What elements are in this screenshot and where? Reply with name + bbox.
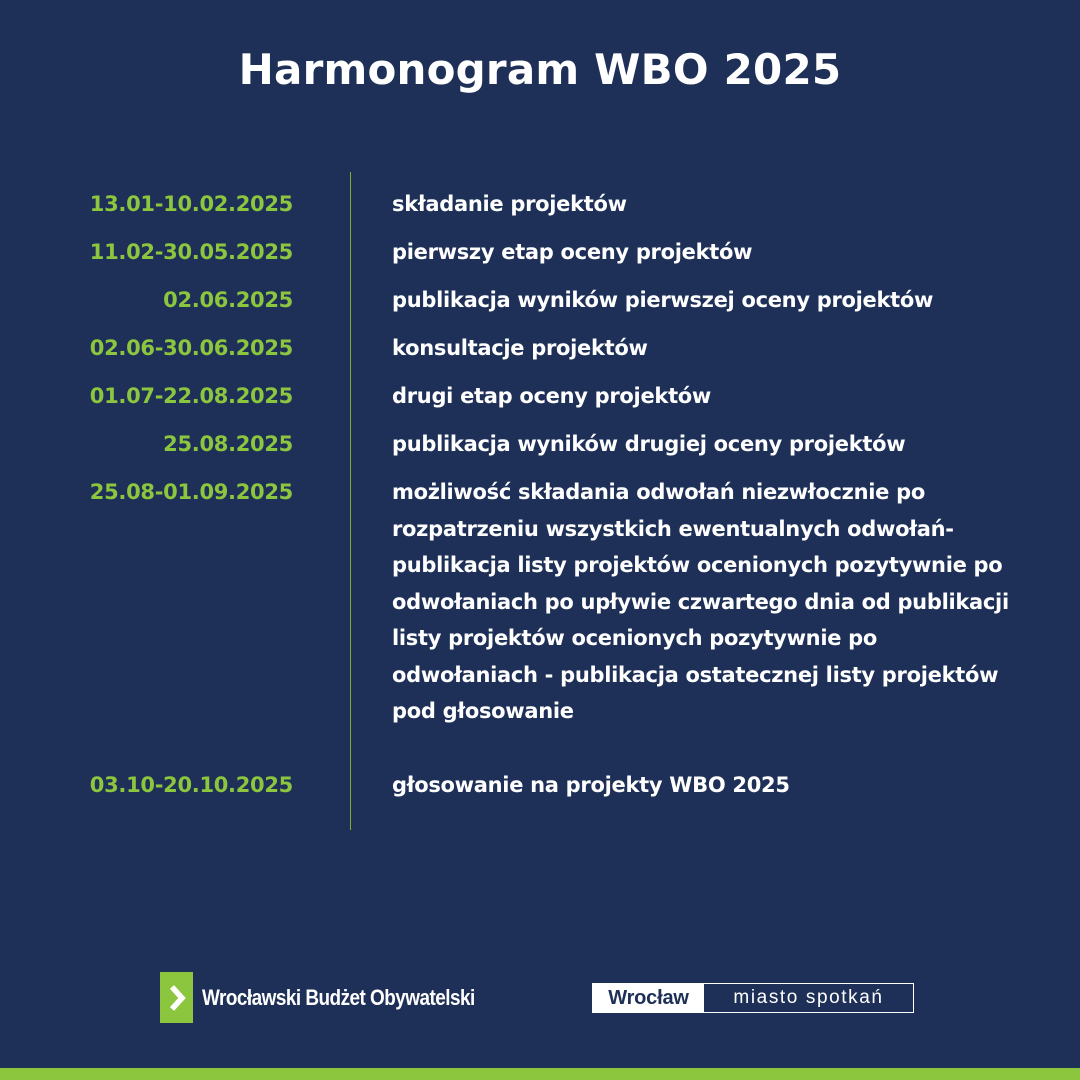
schedule-description: publikacja wyników pierwszej oceny projektów [392, 288, 934, 312]
schedule-description: możliwość składania odwołań niezwłocznie po rozpatrzeniu wszystkich ewentualnych odwołań- publikacja listy projektów ocenionych pozytywnie po odwołaniach po upływie czwartego dnia od publikacji listy projektów ocenionych pozytywnie po odwołaniach - publikacja ostatecznej listy projektów pod głosowanie [392, 480, 1009, 723]
schedule-date: 03.10-20.10.2025 [89, 773, 293, 797]
schedule-date: 25.08.2025 [163, 432, 293, 456]
city-logo-name: Wrocław [593, 984, 704, 1012]
schedule-date: 02.06.2025 [163, 288, 293, 312]
schedule-description: pierwszy etap oceny projektów [392, 240, 753, 264]
schedule-date: 01.07-22.08.2025 [89, 384, 293, 408]
schedule-date: 25.08-01.09.2025 [89, 480, 293, 504]
schedule-date: 02.06-30.06.2025 [89, 336, 293, 360]
schedule-description: drugi etap oceny projektów [392, 384, 712, 408]
city-logo [592, 983, 914, 1013]
timeline-divider [350, 172, 351, 830]
schedule-description: konsultacje projektów [392, 336, 648, 360]
schedule-description: publikacja wyników drugiej oceny projektów [392, 432, 906, 456]
schedule-date: 13.01-10.02.2025 [89, 192, 293, 216]
wbo-logo-text: Wrocławski Budżet Obywatelski [202, 984, 475, 1010]
page-title: Harmonogram WBO 2025 [238, 45, 842, 94]
schedule-description: głosowanie na projekty WBO 2025 [392, 773, 790, 797]
wbo-logo [160, 972, 519, 1023]
bottom-accent-bar [0, 1068, 1080, 1080]
schedule-timeline [0, 172, 1080, 830]
chevron-right-icon [160, 972, 193, 1023]
schedule-description: składanie projektów [392, 192, 627, 216]
schedule-date: 11.02-30.05.2025 [89, 240, 293, 264]
city-logo-slogan: miasto spotkań [733, 987, 884, 1008]
